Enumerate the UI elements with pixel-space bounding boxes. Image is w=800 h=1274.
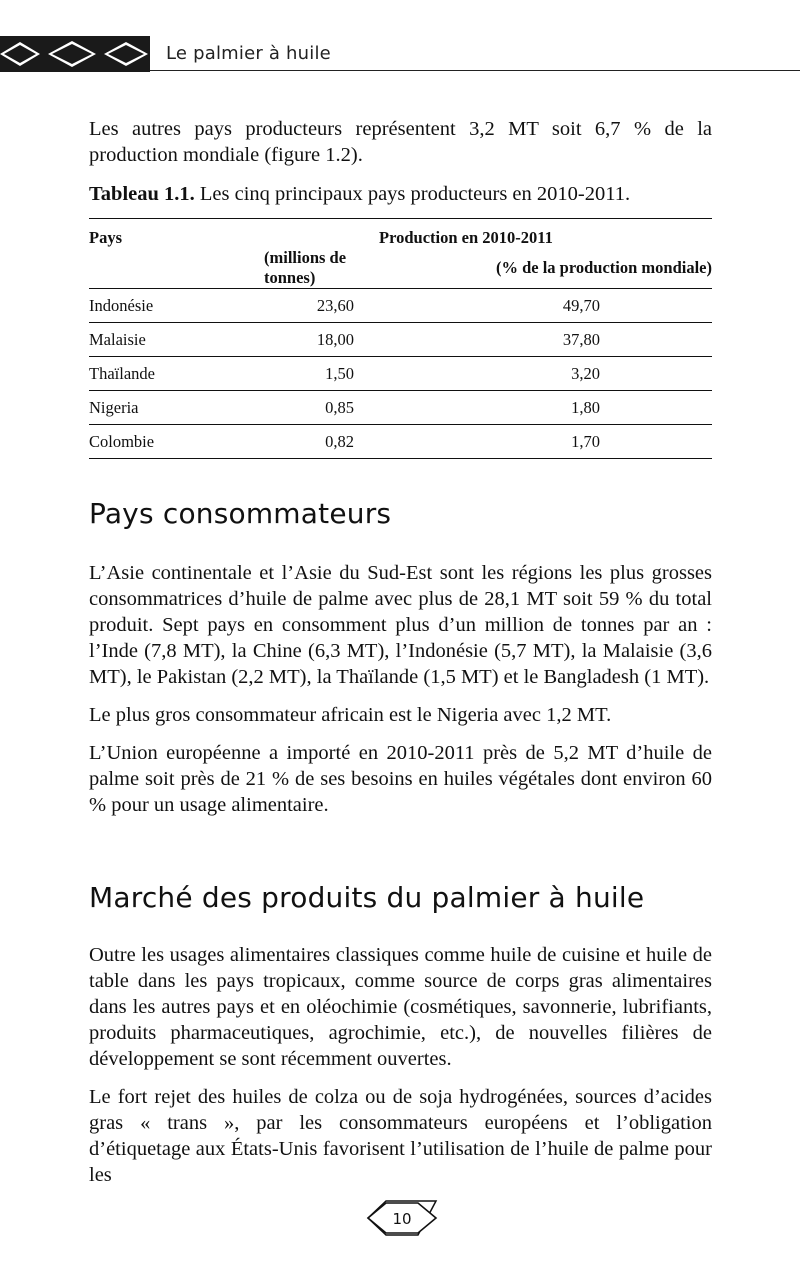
table-caption	[89, 183, 630, 206]
col-header-country: Pays	[89, 228, 122, 247]
cell-tonnes: 18,00	[264, 323, 354, 357]
table-row	[89, 357, 712, 391]
cell-country: Malaisie	[89, 323, 264, 357]
cell-tonnes: 0,85	[264, 391, 354, 425]
table-row	[89, 289, 712, 323]
col-header-tonnes: (millions de tonnes)	[264, 248, 347, 287]
table-caption-text: Les cinq principaux pays producteurs en 2010-2011.	[194, 183, 631, 205]
section1-paragraph-1: L’Asie continentale et l’Asie du Sud-Est sont les régions les plus grosses consommatrices d’huile de palme avec plus de 28,1 MT soit 59 % du total produit. Sept pays en consomment plus d’un million de tonnes par an : l’Inde (7,8 MT), la Chine (6,3 MT), l’Indonésie (5,7 MT), la Malaisie (3,6 MT), le Pakistan (2,2 MT), la Thaïlande (1,5 MT) et le Bangladesh (1 MT).	[89, 562, 712, 688]
cell-country: Nigeria	[89, 391, 264, 425]
cell-percent: 37,80	[354, 323, 712, 357]
cell-percent: 1,80	[354, 391, 712, 425]
cell-country: Thaïlande	[89, 357, 264, 391]
col-header-percent: (% de la production mondiale)	[495, 258, 712, 277]
cell-tonnes: 23,60	[264, 289, 354, 323]
header-diamond-band	[0, 36, 150, 72]
cell-country: Colombie	[89, 425, 264, 459]
cell-percent: 1,70	[354, 425, 712, 459]
section1-paragraph-2: Le plus gros consommateur africain est le Nigeria avec 1,2 MT.	[89, 704, 612, 726]
section2-body	[89, 942, 712, 1188]
cell-tonnes: 0,82	[264, 425, 354, 459]
section1-paragraph-3: L’Union européenne a importé en 2010-2011 près de 5,2 MT d’huile de palme soit près de 21 % de ses besoins en huiles végétales dont environ 60 % pour un usage alimentaire.	[89, 742, 712, 816]
producers-table	[89, 218, 712, 459]
running-header-title: Le palmier à huile	[166, 43, 331, 64]
table-caption-label: Tableau 1.1.	[89, 183, 195, 205]
cell-tonnes: 1,50	[264, 357, 354, 391]
col-header-group: Production en 2010-2011	[379, 228, 553, 247]
section2-paragraph-1: Outre les usages alimentaires classiques comme huile de cuisine et huile de table dans les pays tropicaux, comme source de corps gras alimentaires dans les autres pays et en oléochimie (cosmétiques, savonnerie, lubrifiants, produits pharmaceutiques, agrochimie, etc.), de nouvelles filières de développement se sont récemment ouvertes.	[89, 944, 712, 1070]
section2-paragraph-2: Le fort rejet des huiles de colza ou de soja hydrogénées, sources d’acides gras « trans », par les consommateurs européens et l’obligation d’étiquetage aux États-Unis favorisent l’utilisation de l’huile de palme pour les	[89, 1086, 712, 1186]
page-number: 10	[392, 1210, 412, 1228]
table-row	[89, 323, 712, 357]
intro-paragraph: Les autres pays producteurs représentent 3,2 MT soit 6,7 % de la production mondiale (figure 1.2).	[89, 118, 712, 166]
page-number-badge	[366, 1197, 438, 1239]
section-heading-consumers: Pays consommateurs	[89, 497, 392, 530]
table-row	[89, 425, 712, 459]
section-heading-market: Marché des produits du palmier à huile	[89, 881, 645, 914]
header-rule	[150, 70, 800, 71]
section1-body	[89, 560, 712, 818]
cell-country: Indonésie	[89, 289, 264, 323]
intro-block	[89, 116, 712, 168]
cell-percent: 3,20	[354, 357, 712, 391]
cell-percent: 49,70	[354, 289, 712, 323]
table-row	[89, 391, 712, 425]
